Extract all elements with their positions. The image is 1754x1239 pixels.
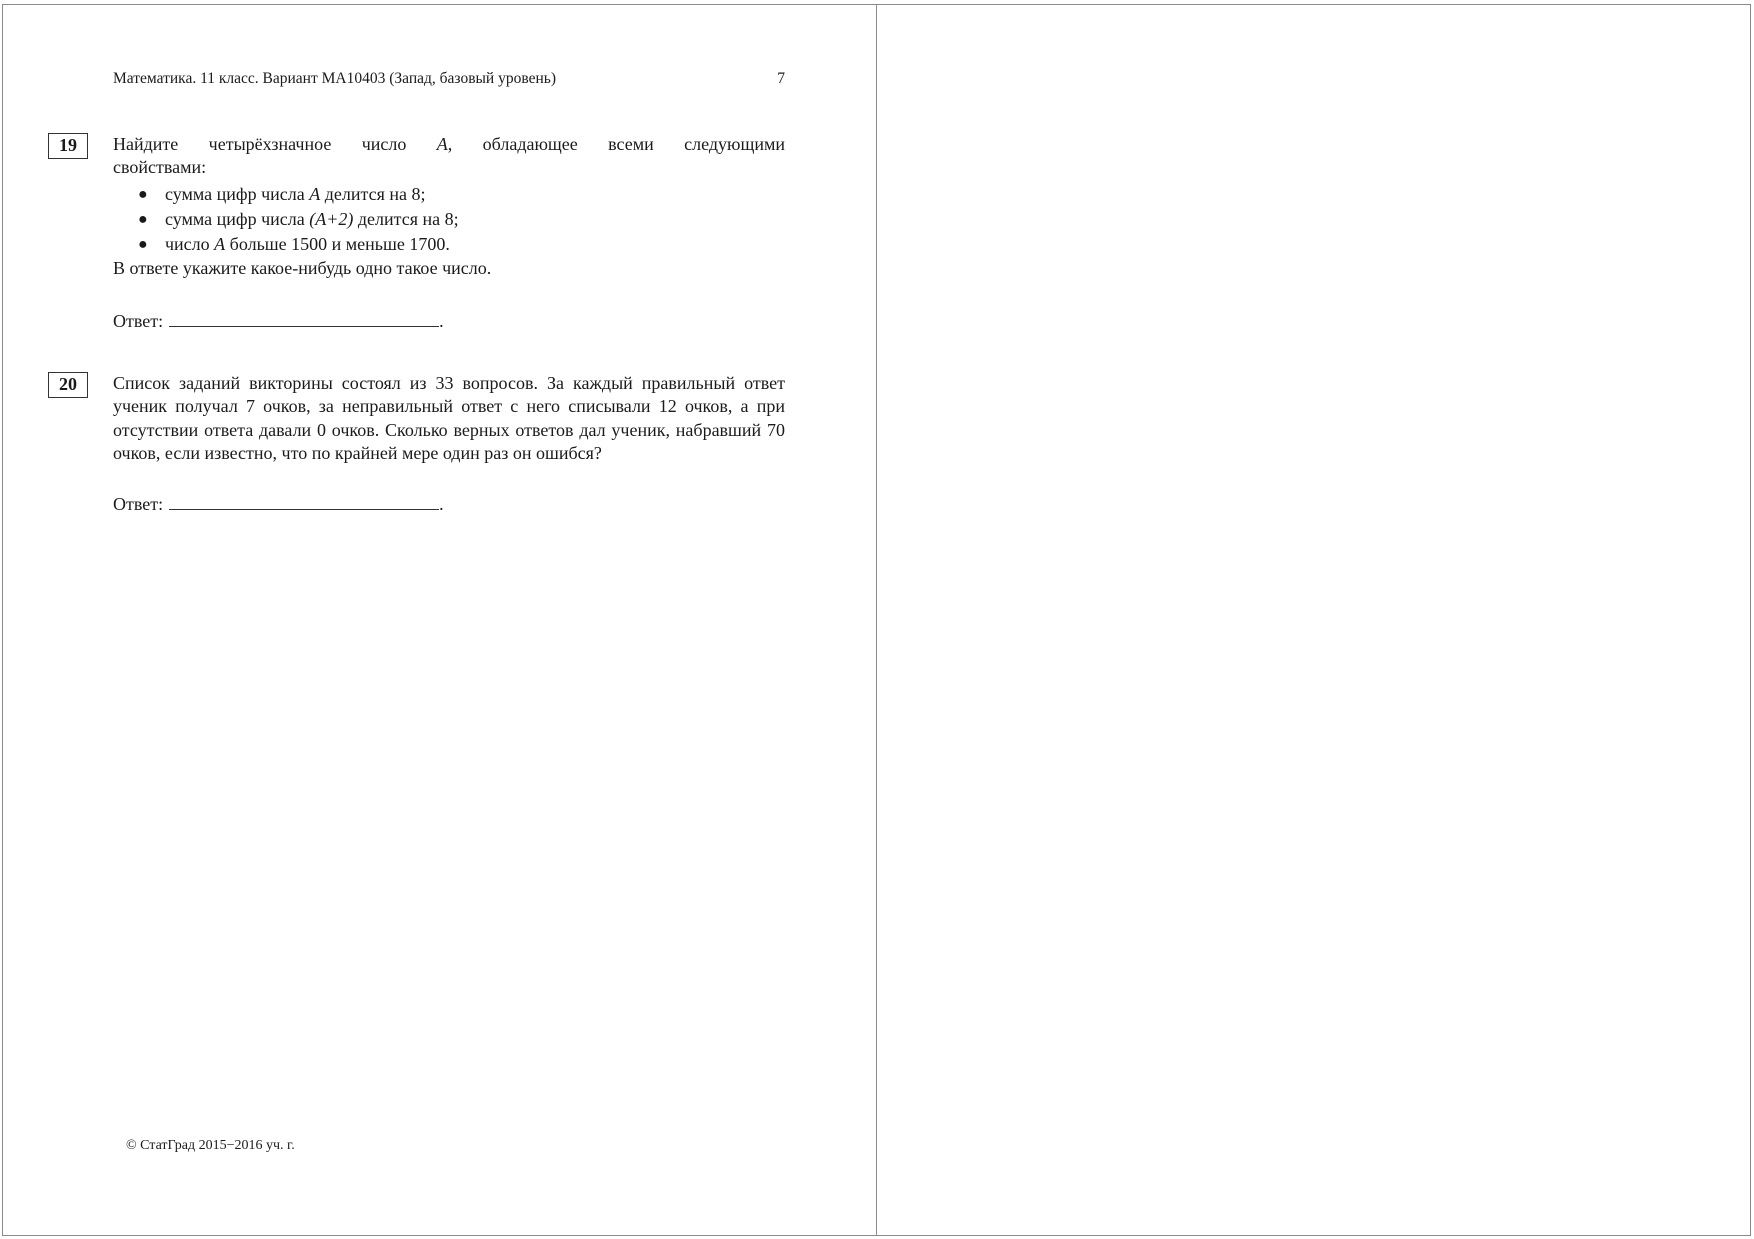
task-19-closing: В ответе укажите какое-нибудь одно такое число. bbox=[113, 257, 492, 278]
answer-label: Ответ: bbox=[113, 310, 164, 331]
task-19-conditions bbox=[113, 182, 785, 257]
bullet-icon: ● bbox=[138, 210, 148, 228]
answer-field[interactable] bbox=[169, 310, 439, 327]
task-19-intro: Найдите четырёхзначное число A, обладающее всеми следующими bbox=[113, 134, 786, 154]
page-footer: © СтатГрад 2015−2016 уч. г. bbox=[126, 1138, 295, 1153]
list-item: ● сумма цифр числа A делится на 8; bbox=[113, 182, 785, 207]
list-item: ● число A больше 1500 и меньше 1700. bbox=[113, 232, 785, 257]
task-number-box: 19 bbox=[48, 133, 88, 159]
task-20-answer: Ответ: . bbox=[113, 494, 444, 515]
task-19-intro-cont: свойствами: bbox=[113, 157, 207, 178]
task-19 bbox=[59, 133, 786, 332]
answer-field[interactable] bbox=[169, 493, 439, 510]
bullet-icon: ● bbox=[138, 185, 148, 203]
list-item: ● сумма цифр числа (A+2) делится на 8; bbox=[113, 207, 785, 232]
task-19-answer: Ответ: . bbox=[113, 310, 444, 331]
left-page bbox=[0, 0, 876, 1239]
task-number-box: 20 bbox=[48, 372, 88, 398]
page-header bbox=[113, 70, 785, 88]
task-20-text: Список заданий викторины состоял из 33 вопросов. За каждый правильный ответ ученик получал 7 очков, за неправильный ответ с него списывали 12 очков, а при отсутствии ответа давали 0 очков. Сколько верных ответов дал ученик, набравший 70 очков, если известно, что по крайней мере один раз он ошибся? bbox=[113, 373, 785, 463]
page-number: 7 bbox=[777, 70, 785, 87]
right-page bbox=[878, 6, 1748, 1234]
bullet-icon: ● bbox=[138, 235, 148, 253]
header-title: Математика. 11 класс. Вариант МА10403 (Запад, базовый уровень) bbox=[113, 70, 556, 87]
page-divider bbox=[876, 4, 877, 1236]
answer-label: Ответ: bbox=[113, 494, 164, 515]
task-20 bbox=[59, 372, 785, 515]
